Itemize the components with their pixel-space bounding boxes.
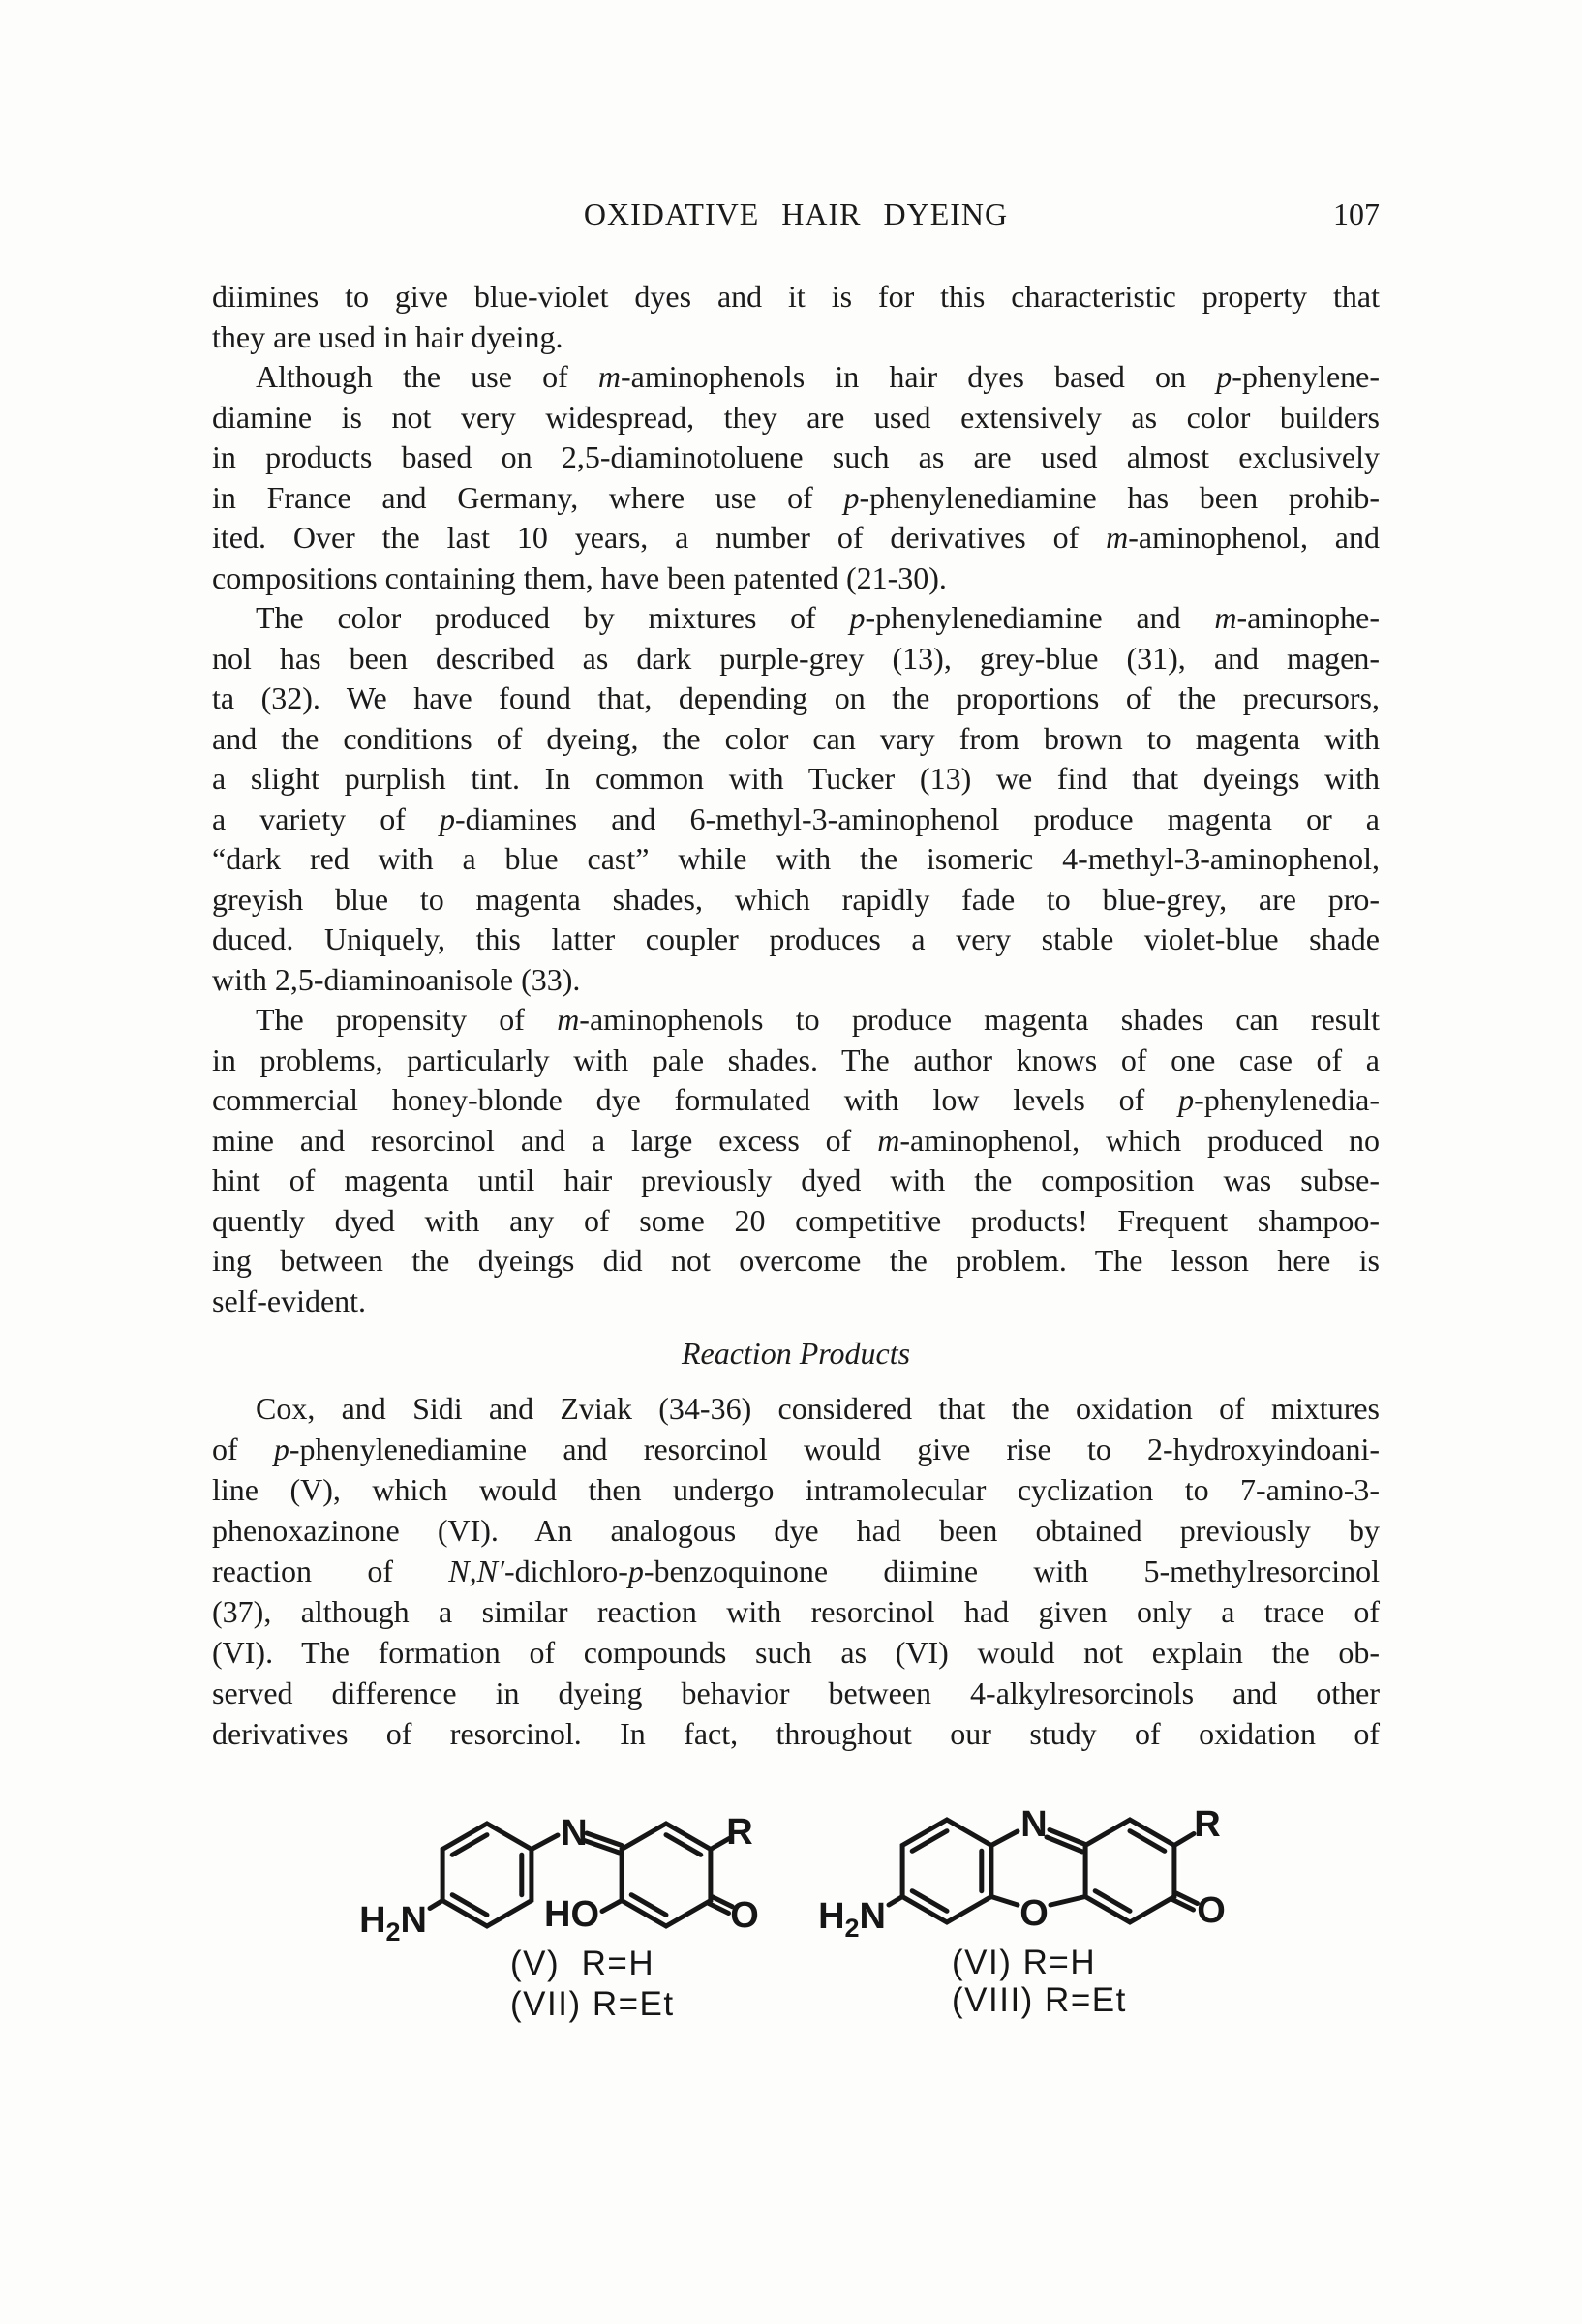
h2n-atom-label: $H_2N$	[818, 1896, 886, 1943]
text-line: commercial honey-blonde dye formulated with low levels of p-phenylenedia-	[212, 1082, 1380, 1117]
text-line: ited. Over the last 10 years, a number of derivatives of m-aminophenol, and	[212, 520, 1381, 555]
text-line: (37), although a similar reaction with resorcinol had given only a trace of	[212, 1594, 1380, 1629]
text-line: diamine is not very widespread, they are used extensively as color builders	[212, 399, 1380, 435]
text-line: with 2,5-diaminoanisole (33).	[212, 961, 581, 997]
ketone-o-atom-label: O	[730, 1895, 759, 1936]
text-line: of p-phenylenediamine and resorcinol would give rise to 2-hydroxyindoani-	[212, 1432, 1381, 1466]
text-line: “dark red with a blue cast” while with the isomeric 4-methyl-3-aminophenol,	[212, 841, 1380, 876]
page-title: OXIDATIVE HAIR DYEING	[583, 196, 1009, 231]
text-line: reaction of N,N′-dichloro-p-benzoquinone diimine with 5-methylresorcinol	[212, 1554, 1381, 1588]
h2n-atom-label: $H_2N$	[359, 1900, 427, 1946]
imine-n-atom-label: N	[561, 1813, 588, 1854]
text-line: Cox, and Sidi and Zviak (34-36) considered that the oxidation of mixtures	[256, 1391, 1380, 1426]
figure-label-v: (V) R=H	[510, 1945, 655, 1982]
text-line: served difference in dyeing behavior between 4-alkylresorcinols and other	[212, 1675, 1380, 1710]
text-line: compositions containing them, have been patented (21-30).	[212, 559, 947, 595]
bridge-n-atom-label: N	[1020, 1804, 1048, 1845]
text-line: self-evident.	[212, 1283, 367, 1318]
text-line: in problems, particularly with pale shades. The author knows of one case of a	[212, 1041, 1380, 1077]
text-line: ing between the dyeings did not overcome the problem. The lesson here is	[212, 1243, 1380, 1278]
figure-label-vii: (VII) R=Et	[510, 1985, 675, 2023]
text-line: derivatives of resorcinol. In fact, throughout our study of oxidation of	[212, 1716, 1380, 1751]
figure-label-vi: (VI) R=H	[952, 1944, 1097, 1981]
text-line: The color produced by mixtures of p-phenylenediamine and m-aminophe-	[256, 600, 1380, 635]
text-line: diimines to give blue-violet dyes and it is for this characteristic property that	[212, 279, 1380, 314]
text-line: The propensity of m-aminophenols to produce magenta shades can result	[256, 1002, 1381, 1037]
text-line: nol has been described as dark purple-grey (13), grey-blue (31), and magen-	[212, 640, 1380, 676]
text-line: quently dyed with any of some 20 competitive products! Frequent shampoo-	[212, 1202, 1380, 1238]
text-line: in products based on 2,5-diaminotoluene such as are used almost exclusively	[212, 439, 1380, 474]
text-line: hint of magenta until hair previously dyed with the composition was subse-	[212, 1162, 1380, 1197]
hydroxyl-atom-label: HO	[544, 1894, 599, 1935]
text-line: they are used in hair dyeing.	[212, 318, 563, 354]
text-line: a variety of p-diamines and 6-methyl-3-aminophenol produce magenta or a	[212, 800, 1381, 836]
figure-label-viii: (VIII) R=Et	[952, 1981, 1127, 2019]
r-substituent-label: R	[1194, 1804, 1221, 1845]
text-line: and the conditions of dyeing, the color can vary from brown to magenta with	[212, 720, 1380, 756]
text-line: greyish blue to magenta shades, which rapidly fade to blue-grey, are pro-	[212, 881, 1380, 917]
text-line: (VI). The formation of compounds such as (VI) would not explain the ob-	[212, 1635, 1380, 1670]
text-line: phenoxazinone (VI). An analogous dye had been obtained previously by	[212, 1513, 1380, 1548]
text-line: a slight purplish tint. In common with Tucker (13) we find that dyeings with	[212, 761, 1380, 796]
r-substituent-label: R	[726, 1812, 753, 1853]
chemical-structure-indoaniline	[353, 1805, 770, 1946]
text-line: mine and resorcinol and a large excess of m-aminophenol, which produced no	[212, 1122, 1380, 1158]
text-line: in France and Germany, where use of p-phenylenediamine has been prohib-	[212, 479, 1380, 515]
ketone-o-atom-label: O	[1197, 1890, 1226, 1931]
text-line: duced. Uniquely, this latter coupler produces a very stable violet-blue shade	[212, 921, 1380, 956]
chemical-structure-phenoxazinone	[813, 1800, 1249, 1946]
page-number: 107	[1333, 196, 1380, 231]
bridge-o-atom-label: O	[1019, 1893, 1049, 1934]
text-line: Although the use of m-aminophenols in hair dyes based on p-phenylene-	[256, 359, 1381, 394]
section-heading: Reaction Products	[681, 1336, 911, 1371]
text-line: line (V), which would then undergo intramolecular cyclization to 7-amino-3-	[212, 1472, 1380, 1507]
text-line: ta (32). We have found that, depending on the proportions of the precursors,	[212, 680, 1380, 715]
